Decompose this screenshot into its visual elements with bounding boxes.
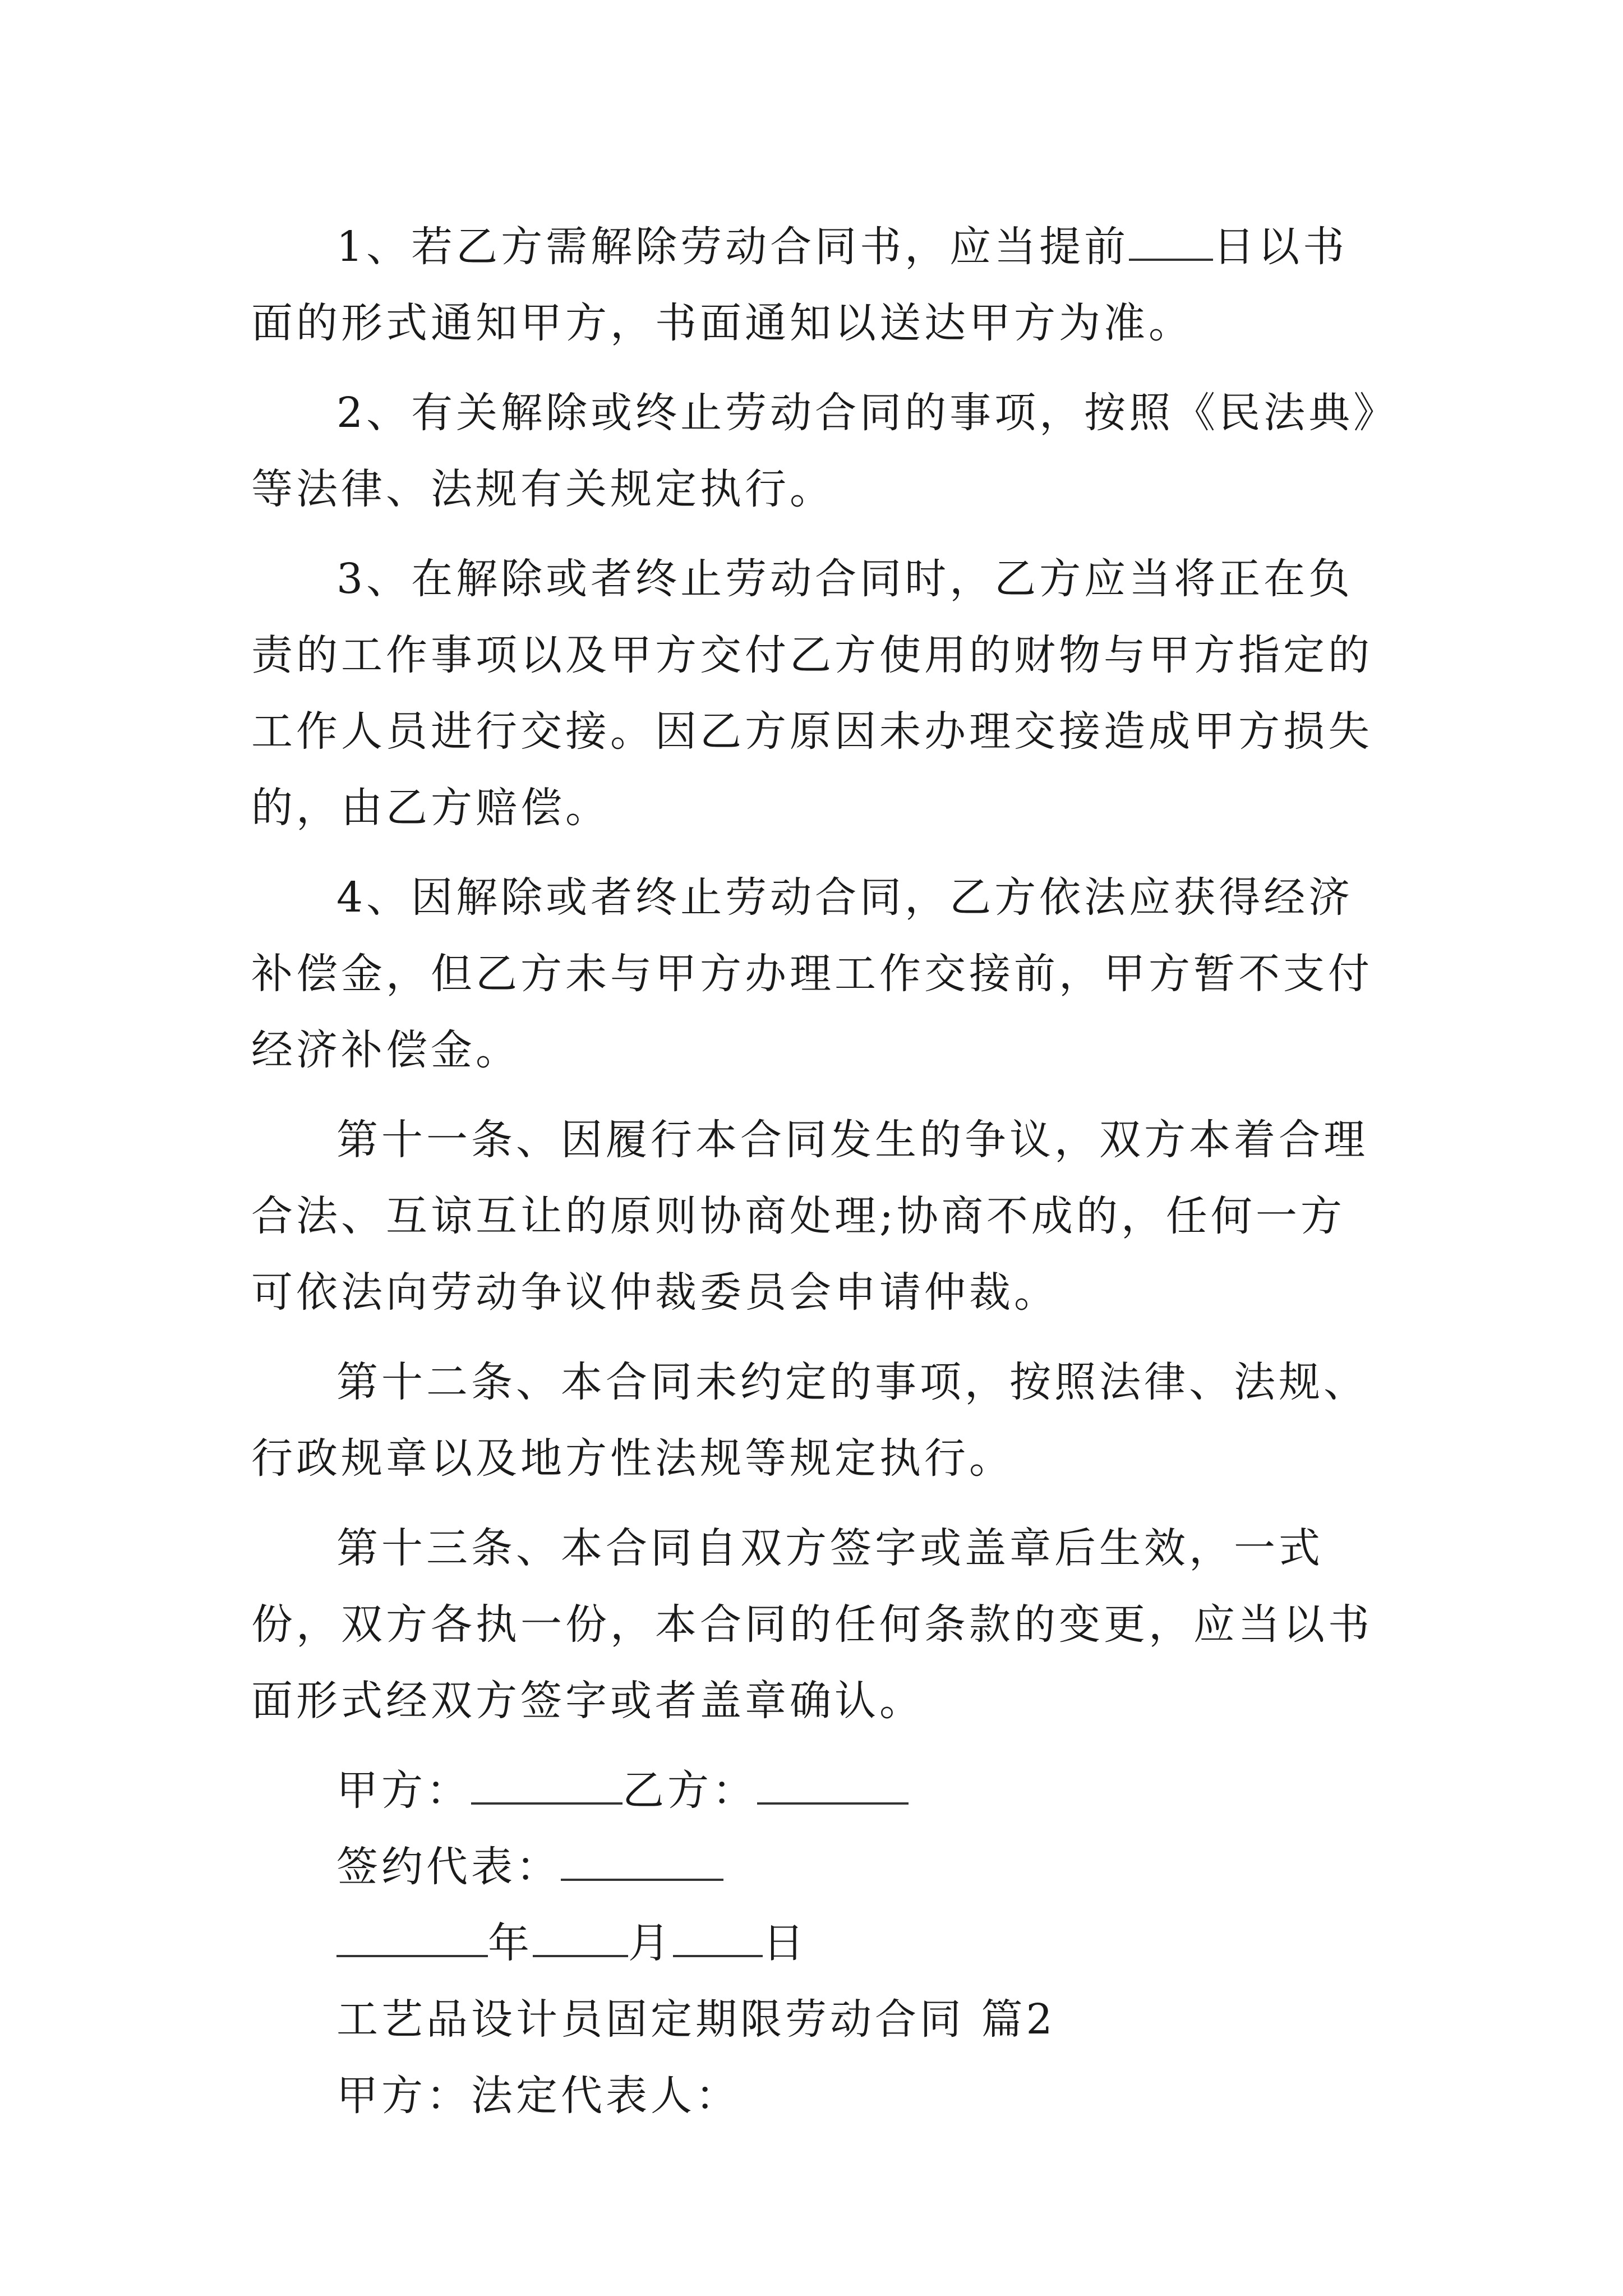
party-b-blank xyxy=(757,1763,909,1805)
clause-1-text-after: 日以书面的形式通知甲方，书面通知以送达甲方为准。 xyxy=(251,223,1348,347)
date-line xyxy=(251,1905,1378,1981)
year-blank xyxy=(336,1916,488,1957)
year-label: 年 xyxy=(488,1919,533,1967)
party-a-blank xyxy=(471,1763,623,1805)
article-11-paragraph: 第十一条、因履行本合同发生的争议，双方本着合理合法、互谅互让的原则协商处理;协商不成的，任何一方可依法向劳动争议仲裁委员会申请仲裁。 xyxy=(251,1116,1368,1317)
representative-line xyxy=(251,1829,1378,1905)
party-a-label: 甲方： xyxy=(336,1766,471,1815)
section-2-title: 工艺品设计员固定期限劳动合同 篇2 xyxy=(336,1995,1056,2044)
month-blank xyxy=(533,1916,628,1957)
article-12-paragraph: 第十二条、本合同未约定的事项，按照法律、法规、行政规章以及地方性法规等规定执行。 xyxy=(251,1358,1368,1483)
day-label: 日 xyxy=(763,1919,808,1967)
article-13-paragraph: 第十三条、本合同自双方签字或盖章后生效，一式份，双方各执一份，本合同的任何条款的变更，应当以书面形式经双方签字或者盖章确认。 xyxy=(251,1524,1373,1725)
clause-paragraph-2: 2、有关解除或终止劳动合同的事项，按照《民法典》等法律、法规有关规定执行。 xyxy=(251,389,1378,513)
month-label: 月 xyxy=(628,1919,673,1967)
clause-paragraph-1 xyxy=(251,209,1378,361)
document-body xyxy=(251,209,1378,2134)
representative-label: 签约代表： xyxy=(336,1843,561,1891)
clause-paragraph-3: 3、在解除或者终止劳动合同时，乙方应当将正在负责的工作事项以及甲方交付乙方使用的财物与甲方指定的工作人员进行交接。因乙方原因未办理交接造成甲方损失的，由乙方赔偿。 xyxy=(251,555,1373,832)
section-2-party-line: 甲方：法定代表人： xyxy=(336,2072,740,2120)
days-blank xyxy=(1129,219,1213,261)
party-b-label: 乙方： xyxy=(623,1766,757,1815)
day-blank xyxy=(673,1916,763,1957)
clause-1-text-before: 1、若乙方需解除劳动合同书，应当提前 xyxy=(336,223,1129,271)
parties-signature-line xyxy=(251,1752,1378,1829)
representative-blank xyxy=(561,1839,723,1881)
clause-paragraph-4: 4、因解除或者终止劳动合同，乙方依法应获得经济补偿金，但乙方未与甲方办理工作交接前，甲方暂不支付经济补偿金。 xyxy=(251,873,1373,1074)
